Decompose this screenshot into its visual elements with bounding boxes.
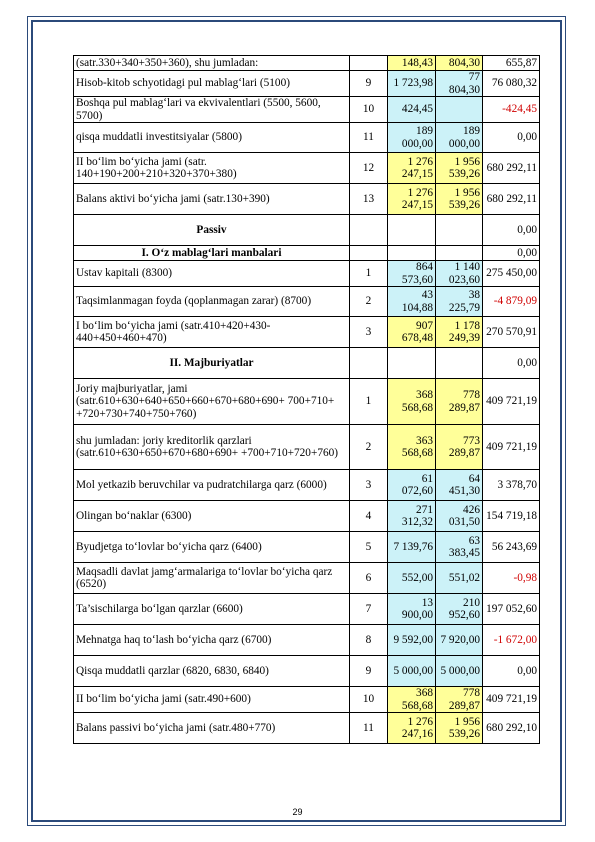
row-code: 9 xyxy=(350,656,388,687)
value-start: 7 139,76 xyxy=(388,532,436,563)
value-change: 409 721,19 xyxy=(483,379,540,425)
value-start xyxy=(388,348,436,379)
table-row xyxy=(74,123,540,153)
value-start: 5 000,00 xyxy=(388,656,436,687)
table-row xyxy=(74,425,540,470)
value-start: 424,45 xyxy=(388,97,436,123)
value-start: 61 072,60 xyxy=(388,470,436,501)
row-code: 7 xyxy=(350,594,388,625)
row-code: 10 xyxy=(350,97,388,123)
value-change: 680 292,11 xyxy=(483,184,540,215)
value-end: 77 804,30 xyxy=(436,71,483,97)
row-code xyxy=(350,215,388,246)
row-code: 5 xyxy=(350,532,388,563)
value-change: 0,00 xyxy=(483,215,540,246)
row-code: 8 xyxy=(350,625,388,656)
value-change: 680 292,10 xyxy=(483,713,540,744)
row-label: Byudjetga to‘lovlar bo‘yicha qarz (6400) xyxy=(74,532,350,563)
value-start: 864 573,60 xyxy=(388,261,436,287)
value-start: 1 723,98 xyxy=(388,71,436,97)
value-change: -0,98 xyxy=(483,563,540,594)
value-end: 804,30 xyxy=(436,56,483,71)
balance-table-body xyxy=(74,56,540,744)
value-start: 9 592,00 xyxy=(388,625,436,656)
value-end: 426 031,50 xyxy=(436,501,483,532)
value-start: 1 276 247,15 xyxy=(388,184,436,215)
value-end: 63 383,45 xyxy=(436,532,483,563)
page-number: 29 xyxy=(292,807,303,817)
table-row xyxy=(74,563,540,594)
table-row xyxy=(74,501,540,532)
value-end: 1 140 023,60 xyxy=(436,261,483,287)
row-code: 4 xyxy=(350,501,388,532)
value-start xyxy=(388,215,436,246)
value-start: 1 276 247,15 xyxy=(388,153,436,184)
table-row xyxy=(74,532,540,563)
section-header-row xyxy=(74,215,540,246)
row-code xyxy=(350,348,388,379)
table-row xyxy=(74,656,540,687)
value-end: 551,02 xyxy=(436,563,483,594)
table-row xyxy=(74,594,540,625)
value-start: 189 000,00 xyxy=(388,123,436,153)
value-change: 0,00 xyxy=(483,123,540,153)
value-end: 1 956 539,26 xyxy=(436,153,483,184)
table-row xyxy=(74,470,540,501)
value-change: 409 721,19 xyxy=(483,425,540,470)
row-label: Mehnatga haq to‘lash bo‘yicha qarz (6700) xyxy=(74,625,350,656)
value-end: 773 289,87 xyxy=(436,425,483,470)
row-label: I bo‘lim bo‘yicha jami (satr.410+420+430-440+450+460+470) xyxy=(74,317,350,348)
section-header-row xyxy=(74,348,540,379)
value-end: 64 451,30 xyxy=(436,470,483,501)
value-end: 1 178 249,39 xyxy=(436,317,483,348)
table-row xyxy=(74,687,540,713)
row-label: Taqsimlanmagan foyda (qoplanmagan zarar) (8700) xyxy=(74,287,350,317)
value-change: 409 721,19 xyxy=(483,687,540,713)
value-start: 363 568,68 xyxy=(388,425,436,470)
value-end: 210 952,60 xyxy=(436,594,483,625)
row-code: 6 xyxy=(350,563,388,594)
value-change: 275 450,00 xyxy=(483,261,540,287)
section-header-row xyxy=(74,246,540,261)
value-end: 189 000,00 xyxy=(436,123,483,153)
value-end: 778 289,87 xyxy=(436,379,483,425)
row-label: II bo‘lim bo‘yicha jami (satr. 140+190+200+210+320+370+380) xyxy=(74,153,350,184)
row-label: Maqsadli davlat jamg‘armalariga to‘lovlar bo‘yicha qarz (6520) xyxy=(74,563,350,594)
value-end xyxy=(436,97,483,123)
row-label: I. O‘z mablag‘lari manbalari xyxy=(74,246,350,261)
row-label: II bo‘lim bo‘yicha jami (satr.490+600) xyxy=(74,687,350,713)
value-change: 0,00 xyxy=(483,656,540,687)
value-end: 7 920,00 xyxy=(436,625,483,656)
row-code: 2 xyxy=(350,287,388,317)
row-label: Boshqa pul mablag‘lari va ekvivalentlari (5500, 5600, 5700) xyxy=(74,97,350,123)
value-end xyxy=(436,348,483,379)
table-row xyxy=(74,56,540,71)
value-change: 3 378,70 xyxy=(483,470,540,501)
value-start: 148,43 xyxy=(388,56,436,71)
row-code: 10 xyxy=(350,687,388,713)
value-start: 13 900,00 xyxy=(388,594,436,625)
row-label: Passiv xyxy=(74,215,350,246)
value-end xyxy=(436,246,483,261)
row-label: Qisqa muddatli qarzlar (6820, 6830, 6840) xyxy=(74,656,350,687)
row-label: Balans aktivi bo‘yicha jami (satr.130+390) xyxy=(74,184,350,215)
row-code: 12 xyxy=(350,153,388,184)
row-label: Olingan bo‘naklar (6300) xyxy=(74,501,350,532)
table-row xyxy=(74,153,540,184)
table-row xyxy=(74,287,540,317)
value-end: 38 225,79 xyxy=(436,287,483,317)
row-label: shu jumladan: joriy kreditorlik qarzlari (satr.610+630+650+670+680+690+ +700+710+720+760) xyxy=(74,425,350,470)
balance-table xyxy=(73,55,540,744)
row-label: Mol yetkazib beruvchilar va pudratchilarga qarz (6000) xyxy=(74,470,350,501)
table-row xyxy=(74,317,540,348)
value-end: 1 956 539,26 xyxy=(436,184,483,215)
value-start: 907 678,48 xyxy=(388,317,436,348)
row-code: 1 xyxy=(350,261,388,287)
row-label: Balans passivi bo‘yicha jami (satr.480+770) xyxy=(74,713,350,744)
row-label: II. Majburiyatlar xyxy=(74,348,350,379)
value-change: 0,00 xyxy=(483,348,540,379)
value-change: -424,45 xyxy=(483,97,540,123)
table-row xyxy=(74,261,540,287)
value-start: 368 568,68 xyxy=(388,379,436,425)
row-label: (satr.330+340+350+360), shu jumladan: xyxy=(74,56,350,71)
value-change: 270 570,91 xyxy=(483,317,540,348)
row-code: 9 xyxy=(350,71,388,97)
value-start: 271 312,32 xyxy=(388,501,436,532)
row-label: qisqa muddatli investitsiyalar (5800) xyxy=(74,123,350,153)
row-code: 11 xyxy=(350,123,388,153)
row-code xyxy=(350,246,388,261)
value-start: 368 568,68 xyxy=(388,687,436,713)
table-row xyxy=(74,625,540,656)
row-code: 11 xyxy=(350,713,388,744)
row-label: Ustav kapitali (8300) xyxy=(74,261,350,287)
value-change: -4 879,09 xyxy=(483,287,540,317)
row-label: Joriy majburiyatlar, jami (satr.610+630+640+650+660+670+680+690+ 700+710+ +720+730+740+750+760) xyxy=(74,379,350,425)
value-change: 0,00 xyxy=(483,246,540,261)
table-row xyxy=(74,379,540,425)
table-row xyxy=(74,71,540,97)
value-start: 43 104,88 xyxy=(388,287,436,317)
row-code: 3 xyxy=(350,470,388,501)
value-change: 655,87 xyxy=(483,56,540,71)
value-change: -1 672,00 xyxy=(483,625,540,656)
row-code: 1 xyxy=(350,379,388,425)
value-start: 552,00 xyxy=(388,563,436,594)
table-row xyxy=(74,713,540,744)
value-change: 154 719,18 xyxy=(483,501,540,532)
table-row xyxy=(74,184,540,215)
value-change: 680 292,11 xyxy=(483,153,540,184)
row-code: 3 xyxy=(350,317,388,348)
value-end xyxy=(436,215,483,246)
value-end: 1 956 539,26 xyxy=(436,713,483,744)
value-start xyxy=(388,246,436,261)
table-row xyxy=(74,97,540,123)
value-change: 197 052,60 xyxy=(483,594,540,625)
row-label: Ta’sischilarga bo‘lgan qarzlar (6600) xyxy=(74,594,350,625)
value-change: 76 080,32 xyxy=(483,71,540,97)
value-end: 5 000,00 xyxy=(436,656,483,687)
value-change: 56 243,69 xyxy=(483,532,540,563)
row-label: Hisob-kitob schyotidagi pul mablag‘lari (5100) xyxy=(74,71,350,97)
row-code: 2 xyxy=(350,425,388,470)
value-start: 1 276 247,16 xyxy=(388,713,436,744)
value-end: 778 289,87 xyxy=(436,687,483,713)
row-code: 13 xyxy=(350,184,388,215)
row-code xyxy=(350,56,388,71)
